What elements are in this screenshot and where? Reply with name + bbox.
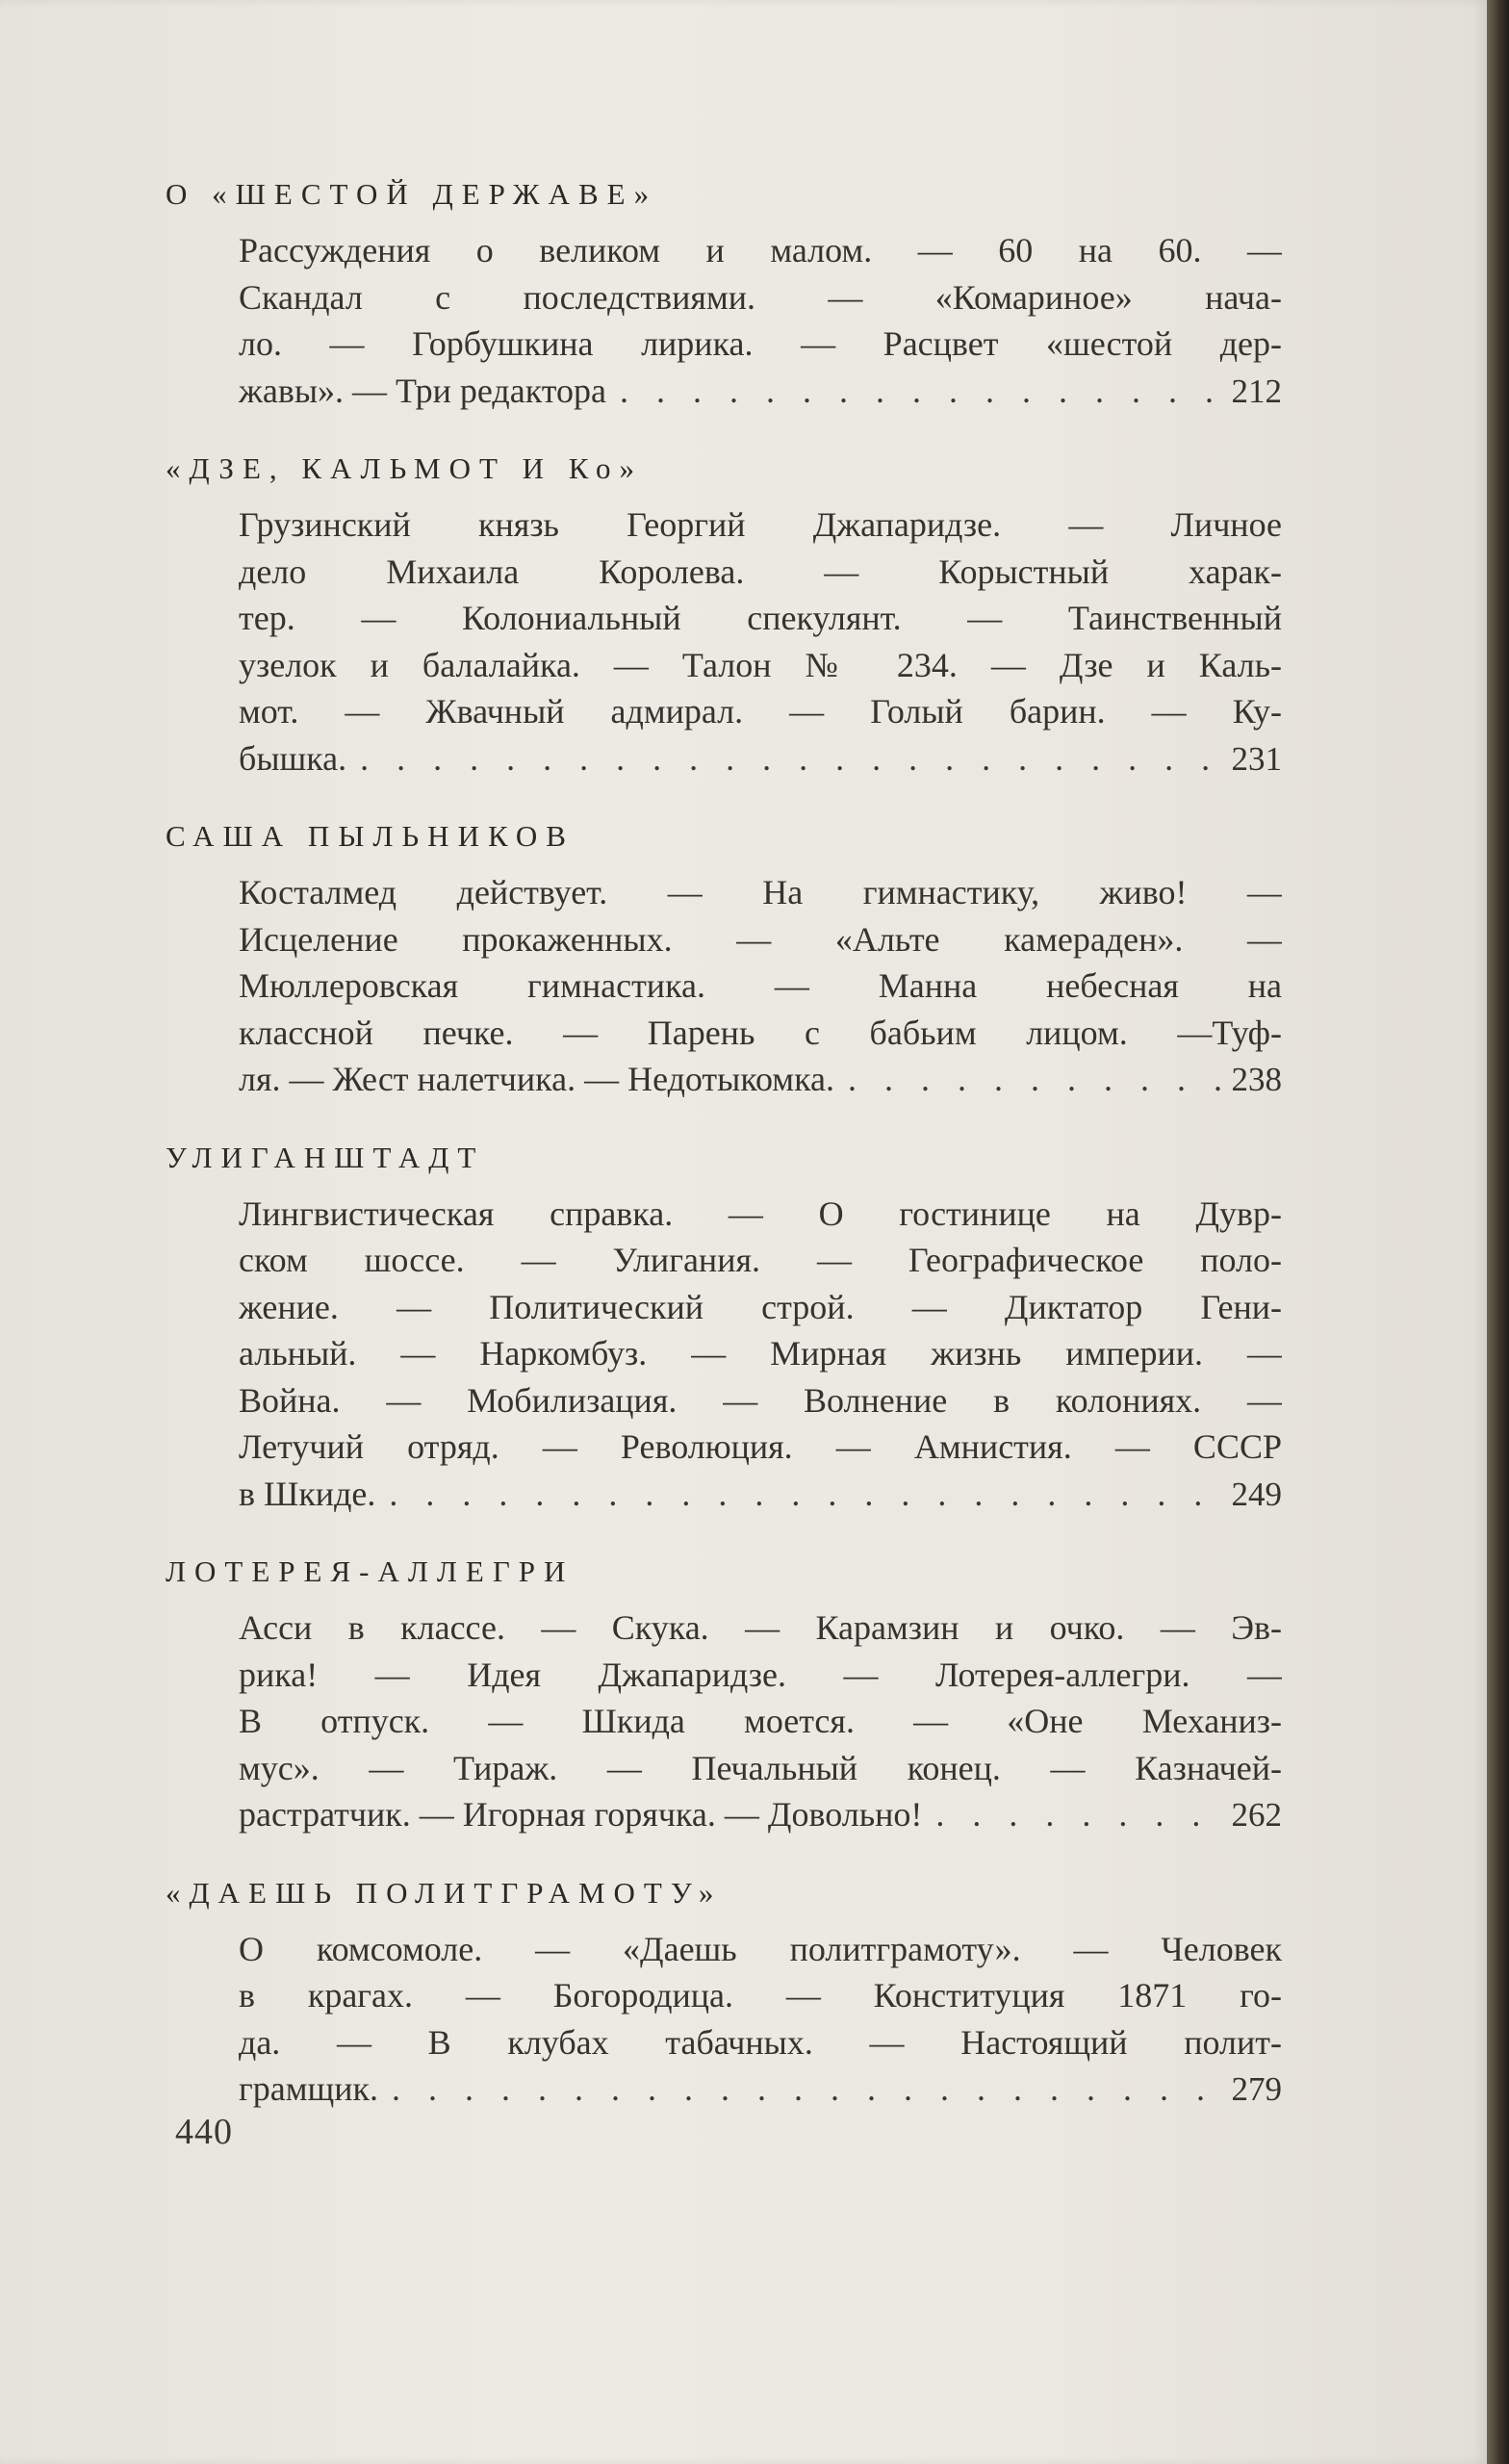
chapter-summary <box>239 1926 1282 2114</box>
summary-line: рика! — Идея Джапаридзе. — Лотерея-аллегри. — <box>239 1655 1282 1694</box>
page-reference: 238 <box>1231 1061 1282 1098</box>
summary-line: да. — В клубах табачных. — Настоящий полит- <box>239 2022 1282 2062</box>
page-reference: 249 <box>1231 1475 1282 1513</box>
dot-leader <box>346 735 1221 783</box>
summary-line: узелок и балалайка. — Талон № 234. — Дзе и Каль- <box>239 645 1282 684</box>
summary-line: мус». — Тираж. — Печальный конец. — Казначей- <box>239 1748 1282 1787</box>
chapter-summary <box>239 1191 1282 1519</box>
toc-entry <box>166 448 1282 783</box>
dot-leader <box>375 1471 1221 1518</box>
page-reference: 262 <box>1231 1796 1282 1834</box>
page-reference: 279 <box>1231 2070 1282 2108</box>
summary-line: Лингвистическая справка. — О гостинице на Дувр- <box>239 1194 1282 1233</box>
summary-line: в крагах. — Богородица. — Конституция 1871 го- <box>239 1976 1282 2015</box>
page-reference: 231 <box>1231 739 1282 778</box>
chapter-summary <box>239 1604 1282 1839</box>
chapter-title: «ДАЕШЬ ПОЛИТГРАМОТУ» <box>166 1875 723 1910</box>
toc-entry <box>166 1872 1282 2114</box>
summary-line: жение. — Политический строй. — Диктатор Гени- <box>239 1287 1282 1326</box>
summary-line: дело Михаила Королева. — Корыстный харак- <box>239 552 1282 591</box>
summary-last-line <box>239 1056 1282 1104</box>
summary-line: Летучий отряд. — Революция. — Амнистия. — СССР <box>239 1427 1282 1466</box>
summary-last-line <box>239 1791 1282 1839</box>
summary-last-line <box>239 368 1282 416</box>
toc-entry <box>166 173 1282 415</box>
chapter-summary <box>239 501 1282 783</box>
summary-line: альный. — Наркомбуз. — Мирная жизнь империи. — <box>239 1334 1282 1373</box>
dot-leader <box>834 1056 1221 1103</box>
summary-last-line <box>239 1471 1282 1519</box>
chapter-title: САША ПЫЛЬНИКОВ <box>166 819 575 853</box>
summary-line: Грузинский князь Георгий Джапаридзе. — Личное <box>239 505 1282 544</box>
summary-line: Скандал с последствиями. — «Комариное» нача- <box>239 277 1282 317</box>
toc-entry <box>166 815 1282 1104</box>
summary-line: ском шоссе. — Улигания. — Географическое поло- <box>239 1241 1282 1279</box>
chapter-title: О «ШЕСТОЙ ДЕРЖАВЕ» <box>166 177 658 211</box>
chapter-summary <box>239 227 1282 415</box>
summary-line: Мюллеровская гимнастика. — Манна небесная на <box>239 966 1282 1005</box>
summary-line: Рассуждения о великом и малом. — 60 на 60. — <box>239 231 1282 270</box>
summary-last-line <box>239 735 1282 783</box>
chapter-summary <box>239 869 1282 1104</box>
toc-entry <box>166 1137 1282 1519</box>
dot-leader <box>378 2066 1221 2113</box>
summary-line: ло. — Горбушкина лирика. — Расцвет «шестой дер- <box>239 324 1282 363</box>
summary-line: жавы». — Три редактора <box>239 371 606 410</box>
summary-line: В отпуск. — Шкида моется. — «Оне Механиз- <box>239 1702 1282 1740</box>
summary-line: в Шкиде. <box>239 1474 376 1513</box>
chapter-title: «ДЗЕ, КАЛЬМОТ И Ко» <box>166 451 643 485</box>
book-gutter <box>1487 0 1509 2464</box>
summary-line: тер. — Колониальный спекулянт. — Таинственный <box>239 599 1282 637</box>
summary-line: грамщик. <box>239 2069 379 2108</box>
table-of-contents <box>166 173 1282 2146</box>
summary-line: Косталмед действует. — На гимнастику, живо! — <box>239 873 1282 911</box>
dot-leader <box>606 368 1222 415</box>
summary-line: Исцеление прокаженных. — «Альте камераден». — <box>239 919 1282 959</box>
summary-line: ля. — Жест налетчика. — Недотыкомка. <box>239 1060 835 1098</box>
toc-entry <box>166 1551 1282 1839</box>
summary-line: мот. — Жвачный адмирал. — Голый барин. — Ку- <box>239 692 1282 731</box>
page-reference: 212 <box>1231 372 1282 410</box>
dot-leader <box>922 1791 1221 1838</box>
summary-line: классной печке. — Парень с бабьим лицом. —Туф- <box>239 1013 1282 1052</box>
chapter-title: УЛИГАНШТАДТ <box>166 1140 485 1174</box>
summary-line: О комсомоле. — «Даешь политграмоту». — Человек <box>239 1929 1282 1968</box>
chapter-title: ЛОТЕРЕЯ-АЛЛЕГРИ <box>166 1554 575 1588</box>
summary-line: бышка. <box>239 738 347 778</box>
summary-line: Асси в классе. — Скука. — Карамзин и очко. — Эв- <box>239 1608 1282 1647</box>
summary-last-line <box>239 2066 1282 2114</box>
summary-line: растратчик. — Игорная горячка. — Довольно! <box>239 1795 923 1834</box>
page-number: 440 <box>175 2112 233 2152</box>
summary-line: Война. — Мобилизация. — Волнение в колониях. — <box>239 1380 1282 1420</box>
